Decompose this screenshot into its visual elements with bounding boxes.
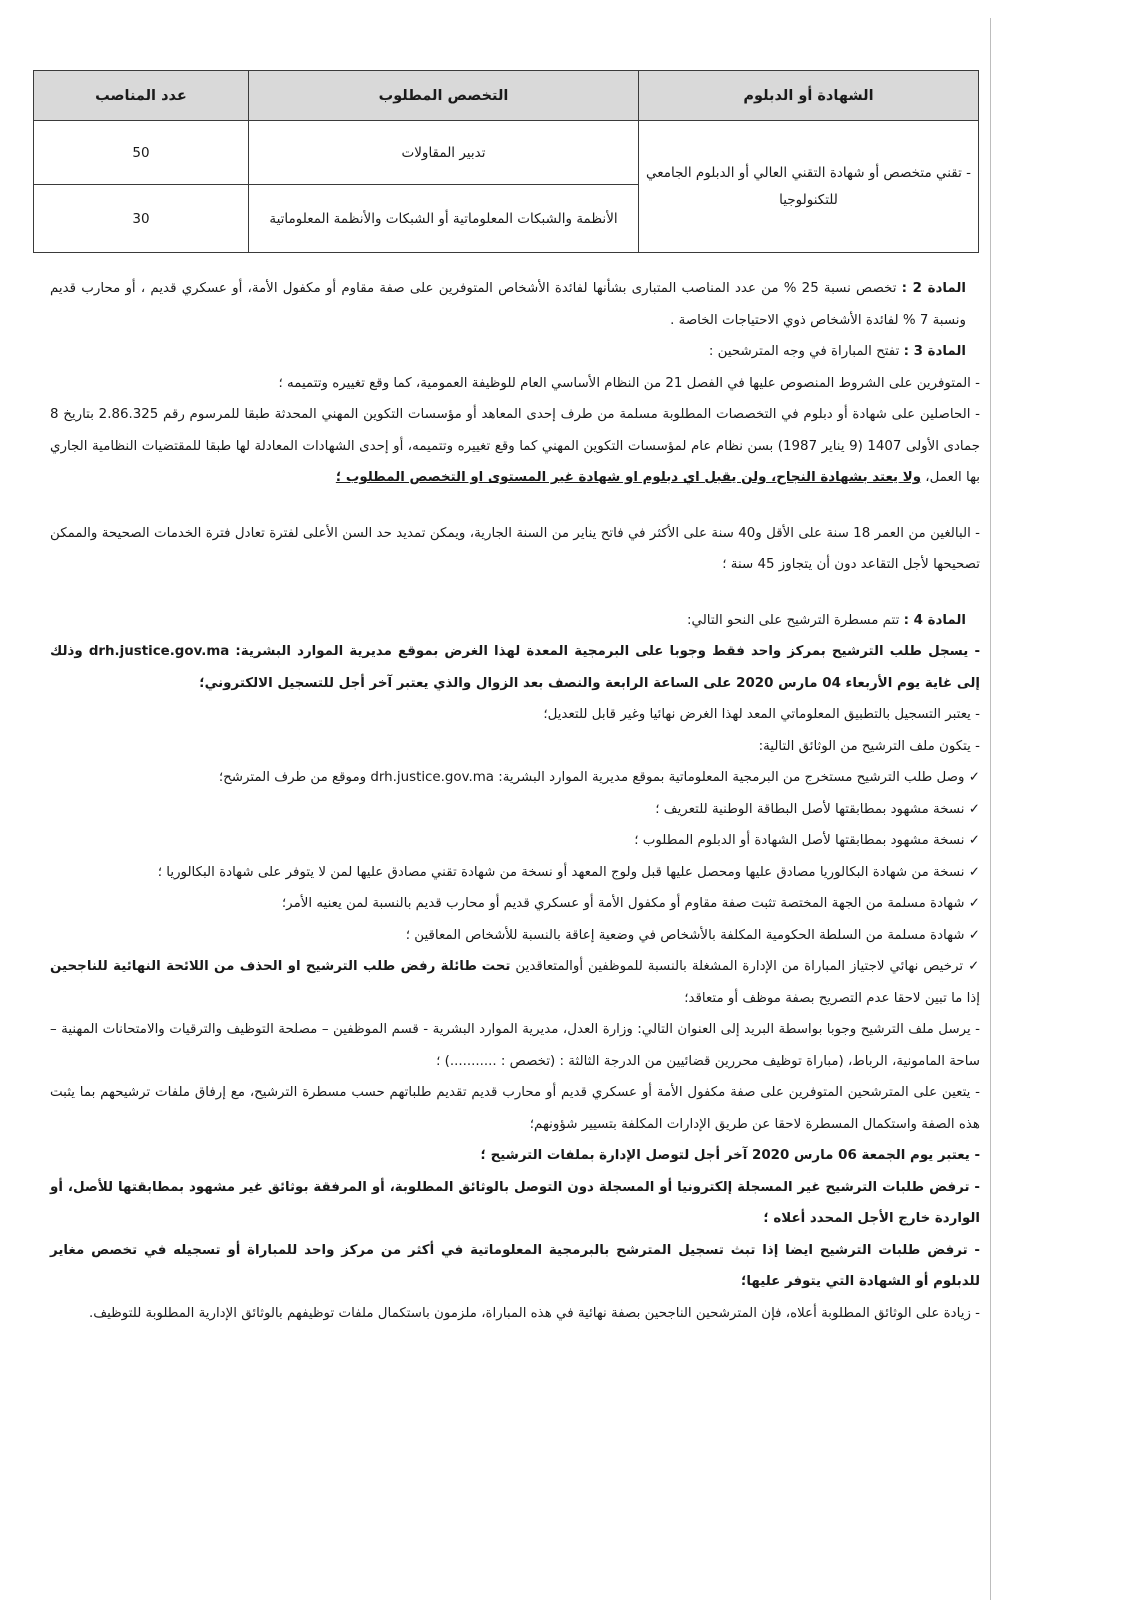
final-registration-rule: - يعتبر التسجيل بالتطبيق المعلوماتي المعد لهذا الغرض نهائيا وغير قابل للتعديل؛ bbox=[543, 707, 980, 722]
doc-item: ✓ شهادة مسلمة من السلطة الحكومية المكلفة بالأشخاص في وضعية إعاقة بالنسبة للأشخاص المعاقين ؛ bbox=[405, 927, 980, 943]
license-item bbox=[50, 951, 980, 1014]
doc-item: ✓ شهادة مسلمة من الجهة المختصة تثبت صفة مقاوم أو مكفول الأمة أو عسكري قديم أو محارب قديم بالنسبة لمن يعنيه الأمر؛ bbox=[281, 896, 980, 911]
header-specialty: التخصص المطلوب bbox=[249, 71, 639, 121]
header-count: عدد المناصب bbox=[34, 71, 249, 121]
positions-table bbox=[33, 70, 979, 253]
article-4-text: تتم مسطرة الترشيح على النحو التالي: bbox=[687, 612, 900, 628]
spacer bbox=[50, 494, 980, 518]
doc-item: ✓ نسخة مشهود بمطابقتها لأصل الشهادة أو الدبلوم المطلوب ؛ bbox=[634, 833, 980, 848]
article-3-item-2-bold: ولا يعتد بشهادة النجاح، ولن يقبل اي دبلوم او شهادة غير المستوى او التخصص المطلوب ؛ bbox=[335, 470, 922, 485]
license-text: ✓ ترخيص نهائي لاجتياز المباراة من الإدارة المشغلة بالنسبة للموظفين أوالمتعاقدين bbox=[515, 959, 980, 974]
table-row bbox=[34, 121, 979, 185]
article-3-item-2-text: - الحاصلين على شهادة أو دبلوم في التخصصات المطلوبة مسلمة من طرف إحدى المعاهد أو مؤسسات التكوين المهني المحدثة طبقا للمرسوم رقم 2.86.325 بتاريخ 8 جمادى الأولى 1407 (9 يناير 1987) بسن نظام عام لمؤسسات التكوين المهني كما وقع تغييره وتتميمه، أو إحدى الشهادات المعادلة لها طبقا للمقتضيات النظامية الجاري بها العمل، bbox=[50, 407, 981, 485]
article-4-label: المادة 4 : bbox=[903, 612, 966, 628]
article-2-text: تخصص نسبة 25 % من عدد المناصب المتبارى بشأنها لفائدة الأشخاص المتوفرين على صفة مقاوم أو مكفول الأمة، أو عسكري قديم ، أو محارب قديم ونسبة 7 % لفائدة الأشخاص ذوي الاحتياجات الخاصة . bbox=[50, 281, 966, 328]
file-intro: - يتكون ملف الترشيح من الوثائق التالية: bbox=[758, 738, 980, 754]
article-3-item-1: - المتوفرين على الشروط المنصوص عليها في الفصل 21 من النظام الأساسي العام للوظيفة العمومية، كما وقع تغييره وتتميمه ؛ bbox=[278, 375, 980, 391]
doc-item: ✓ نسخة مشهود بمطابقتها لأصل البطاقة الوطنية للتعريف ؛ bbox=[655, 801, 980, 817]
registration-rule bbox=[50, 636, 980, 699]
license-tail: إذا ما تبين لاحقا عدم التصريح بصفة موظف أو متعاقد؛ bbox=[684, 990, 980, 1006]
count-cell: 50 bbox=[34, 121, 249, 185]
table-header-row bbox=[34, 71, 979, 121]
doc-item: ✓ وصل طلب الترشيح مستخرج من البرمجية المعلوماتية بموقع مديرية الموارد البشرية: drh.justice.gov.ma وموقع من طرف المترشح؛ bbox=[218, 770, 980, 785]
article-3-label: المادة 3 : bbox=[903, 344, 966, 359]
count-cell: 30 bbox=[34, 185, 249, 253]
rejection-rule-2-bold: - ترفض طلبات الترشيح ايضا إذا تبث تسجيل المترشح بالبرمجية المعلوماتية في أكثر من مركز واحد للمباراة أو تسجيله في تخصص مغاير للدبلوم أو الشهادة التي يتوفر عليها؛ bbox=[50, 1242, 980, 1289]
article-3 bbox=[50, 336, 980, 368]
header-diploma: الشهادة أو الدبلوم bbox=[639, 71, 979, 121]
specialty-cell: الأنظمة والشبكات المعلوماتية أو الشبكات والأنظمة المعلوماتية bbox=[249, 185, 639, 253]
document-body bbox=[50, 273, 980, 1329]
registration-rule-bold: - يسجل طلب الترشيح بمركز واحد فقط وجوبا على البرمجية المعدة لهذا الغرض بموقع مديرية الموارد البشرية: drh.justice.gov.ma وذلك إلى غاية يوم الأربعاء 04 مارس 2020 على الساعة الرابعة والنصف بعد الزوال والذي يعتبر آخر أجل للتسجيل الالكتروني؛ bbox=[50, 644, 980, 691]
article-3-item-3: - البالغين من العمر 18 سنة على الأقل و40 سنة على الأكثر في فاتح يناير من السنة الجارية، ويمكن تمديد حد السن الأعلى لفترة تعادل فترة الخدمات الصحيحة والممكن تصحيحها لأجل التقاعد دون أن يتجاوز 45 سنة ؛ bbox=[50, 525, 980, 572]
rejection-rule-2 bbox=[50, 1235, 980, 1298]
positions-table-wrap bbox=[33, 70, 978, 253]
rejection-rule-1-bold: - ترفض طلبات الترشيح غير المسجلة إلكترونيا أو المسجلة دون التوصل بالوثائق المطلوبة، أو المرفقة بوثائق غير مشهود بمطابقتها للأصل، أو الواردة خارج الأجل المحدد أعلاه ؛ bbox=[50, 1179, 980, 1226]
specialty-cell: تدبير المقاولات bbox=[249, 121, 639, 185]
article-2 bbox=[50, 273, 980, 336]
mail-instructions: - يرسل ملف الترشيح وجوبا بواسطة البريد إلى العنوان التالي: وزارة العدل، مديرية الموارد البشرية - قسم الموظفين – مصلحة التوظيف والترقيات والامتحانات المهنية – ساحة المامونية، الرباط، (مباراة توظيف محررين قضائيين من الدرجة الثالثة : (تخصص : ...........) ؛ bbox=[50, 1022, 980, 1069]
spacer bbox=[50, 581, 980, 605]
final-note: - زيادة على الوثائق المطلوبة أعلاه، فإن المترشحين الناجحين بصفة نهائية في هذه المباراة، ملزمون باستكمال ملفات توظيفهم بالوثائق الإدارية المطلوبة للتوظيف. bbox=[88, 1305, 980, 1321]
article-2-label: المادة 2 : bbox=[901, 281, 966, 296]
rejection-rule-1 bbox=[50, 1172, 980, 1235]
diploma-cell: - تقني متخصص أو شهادة التقني العالي أو الدبلوم الجامعي للتكنولوجيا bbox=[639, 121, 979, 253]
article-4 bbox=[50, 605, 980, 637]
deadline-rule bbox=[50, 1140, 980, 1172]
license-bold: تحت طائلة رفض طلب الترشيح او الحذف من اللائحة النهائية للناجحين bbox=[50, 959, 511, 974]
scan-margin-line bbox=[990, 18, 991, 1600]
deadline-rule-bold: - يعتبر يوم الجمعة 06 مارس 2020 آخر أجل لتوصل الإدارة بملفات الترشيح ؛ bbox=[480, 1148, 980, 1163]
doc-item: ✓ نسخة من شهادة البكالوريا مصادق عليها ومحصل عليها قبل ولوج المعهد أو نسخة من شهادة تقني مصادق عليها لمن لا يتوفر على شهادة البكالوريا ؛ bbox=[157, 864, 980, 880]
veterans-rule: - يتعين على المترشحين المتوفرين على صفة مكفول الأمة أو عسكري قديم أو محارب قديم تقديم طلباتهم حسب مسطرة الترشيح، مع إرفاق ملفات ترشيحهم بما يثبت هذه الصفة واستكمال المسطرة لاحقا عن طريق الإدارات المكلفة بتسيير شؤونهم؛ bbox=[50, 1085, 980, 1132]
article-3-text: تفتح المباراة في وجه المترشحين : bbox=[708, 344, 900, 359]
article-3-item-2 bbox=[50, 399, 980, 494]
